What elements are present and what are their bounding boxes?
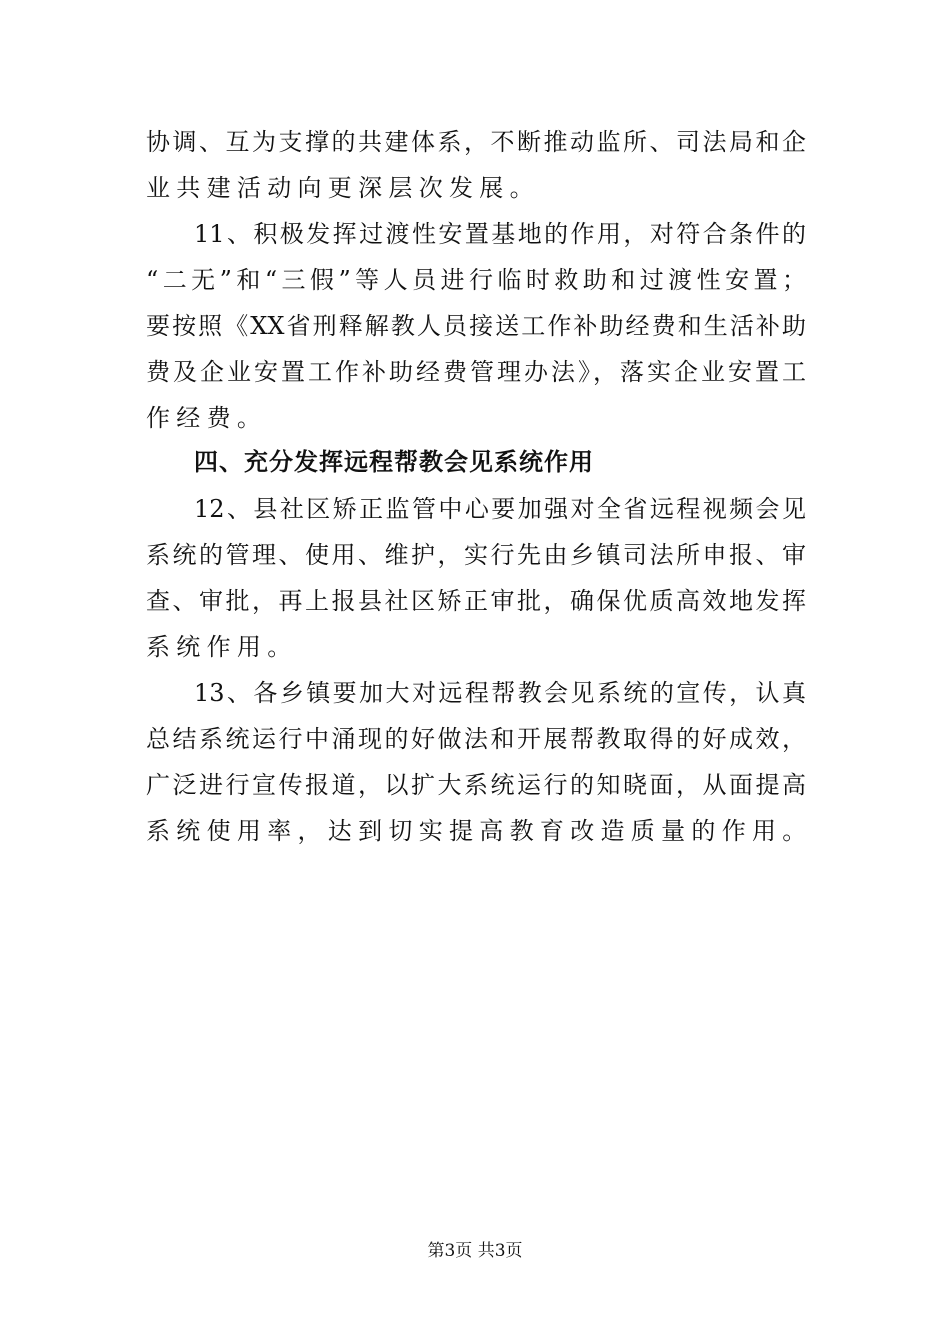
paragraph-12-line-1: 12、县社区矫正监管中心要加强对全省远程视频会见 xyxy=(194,495,806,523)
paragraph-12-line-3: 查、审批，再上报县社区矫正审批，确保优质高效地发挥 xyxy=(146,587,806,615)
paragraph-13-line-1: 13、各乡镇要加大对远程帮教会见系统的宣传，认真 xyxy=(194,679,806,707)
paragraph-11-line-2: “二无”和“三假”等人员进行临时救助和过渡性安置； xyxy=(146,266,806,294)
paragraph-10-line-2: 业共建活动向更深层次发展。 xyxy=(146,174,540,202)
paragraph-13-line-2: 总结系统运行中涌现的好做法和开展帮教取得的好成效， xyxy=(146,725,806,753)
paragraph-11-line-1: 11、积极发挥过渡性安置基地的作用，对符合条件的 xyxy=(194,220,806,248)
paragraph-13-line-4: 系统使用率，达到切实提高教育改造质量的作用。 xyxy=(146,817,813,845)
paragraph-12-line-4: 系统作用。 xyxy=(146,633,298,661)
paragraph-10-line-1: 协调、互为支撑的共建体系，不断推动监所、司法局和企 xyxy=(146,128,806,156)
paragraph-11-line-3: 要按照《XX省刑释解教人员接送工作补助经费和生活补助 xyxy=(146,312,806,340)
section-heading-4: 四、充分发挥远程帮教会见系统作用 xyxy=(194,448,594,476)
paragraph-12-line-2: 系统的管理、使用、维护，实行先由乡镇司法所申报、审 xyxy=(146,541,806,569)
paragraph-11-line-4: 费及企业安置工作补助经费管理办法》，落实企业安置工 xyxy=(146,358,806,386)
paragraph-13-line-3: 广泛进行宣传报道，以扩大系统运行的知晓面，从面提高 xyxy=(146,771,806,799)
paragraph-11-line-5: 作经费。 xyxy=(146,404,268,432)
page-number-footer: 第3页 共3页 xyxy=(427,1241,523,1261)
